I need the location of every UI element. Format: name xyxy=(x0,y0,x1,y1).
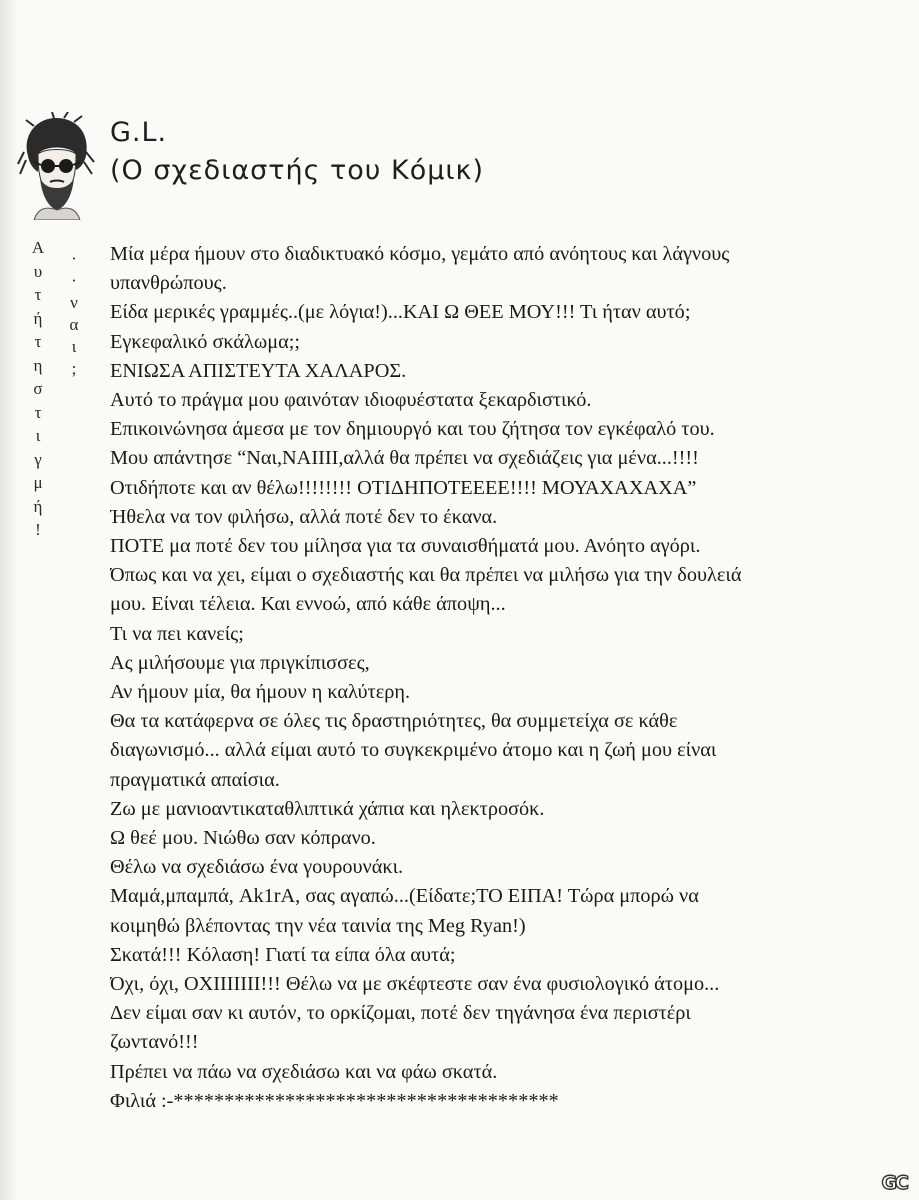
text-line: Σκατά!!! Κόλαση! Γιατί τα είπα όλα αυτά; xyxy=(110,943,456,966)
vertical-text-left xyxy=(28,236,48,542)
text-line: Θέλω να σχεδιάσω ένα γουρουνάκι. xyxy=(110,856,404,879)
text-line: Μαμά,μπαμπά, Ak1rA, σας αγαπώ...(Είδατε;ΤΟ ΕΙΠΑ! Τώρα μπορώ να xyxy=(110,885,699,908)
vertical-left-letter: Α xyxy=(31,238,45,257)
text-line: Τι να πει κανείς; xyxy=(110,622,244,645)
vertical-left-letter: ή xyxy=(33,496,43,516)
vertical-left-letter: υ xyxy=(33,261,43,281)
text-line: Οτιδήποτε και αν θέλω!!!!!!!! ΟΤΙΔΗΠΟΤΕΕΕΕ!!!! ΜΟΥΑΧΑΧΑΧΑ” xyxy=(110,476,697,499)
text-line: διαγωνισμό... αλλά είμαι αυτό το συγκεκριμένο άτομο και η ζωή μου είναι xyxy=(110,739,717,762)
vertical-right-letter: · xyxy=(71,249,77,268)
text-line: Αν ήμουν μία, θα ήμουν η καλύτερη. xyxy=(110,681,411,704)
text-line: Επικοινώνησα άμεσα με τον δημιουργό και του ζήτησα τον εγκέφαλό του. xyxy=(110,418,715,441)
text-line: Ω θεέ μου. Νιώθω σαν κόπρανο. xyxy=(110,827,376,850)
vertical-left-letter: τ xyxy=(34,402,42,422)
body-text xyxy=(110,240,900,1116)
text-line: Φιλιά :-************************************** xyxy=(110,1089,559,1112)
author-role: (Ο σχεδιαστής του Κόμικ) xyxy=(110,155,484,186)
vertical-right-letter: · xyxy=(71,271,77,290)
corner-logo: GC xyxy=(881,1172,907,1194)
text-line: κοιμηθώ βλέποντας την νέα ταινία της Meg Ryan!) xyxy=(110,914,526,937)
vertical-right-letter: ι xyxy=(71,337,77,356)
text-line: Όπως και να χει, είμαι ο σχεδιαστής και θα πρέπει να μιλήσω για την δουλειά xyxy=(110,564,742,587)
vertical-left-letter: σ xyxy=(33,379,43,398)
vertical-right-letter: α xyxy=(69,315,79,334)
vertical-left-letter: μ xyxy=(33,473,43,492)
vertical-left-letter: γ xyxy=(34,449,42,469)
text-line: Ζω με μανιοαντικαταθλιπτικά χάπια και ηλεκτροσόκ. xyxy=(110,797,545,820)
vertical-text-right xyxy=(64,248,84,380)
author-initials: G.L. xyxy=(110,117,168,148)
text-line: μου. Είναι τέλεια. Και εννοώ, από κάθε άποψη... xyxy=(110,593,506,616)
text-line: Είδα μερικές γραμμές..(με λόγια!)...ΚΑΙ Ω ΘΕΕ ΜΟΥ!!! Τι ήταν αυτό; xyxy=(110,301,691,324)
vertical-left-letter: τ xyxy=(34,332,42,351)
text-line: Δεν είμαι σαν κι αυτόν, το ορκίζομαι, ποτέ δεν τηγάνησα ένα περιστέρι xyxy=(110,1002,691,1025)
vertical-left-letter: ή xyxy=(33,308,43,328)
text-line: Μου απάντησε “Ναι,ΝΑΙΙΙΙ,αλλά θα πρέπει να σχεδιάζεις για μένα...!!!! xyxy=(110,447,699,470)
vertical-left-letter: ι xyxy=(35,426,41,445)
vertical-left-letter: ! xyxy=(35,520,41,539)
text-line: Αυτό το πράγμα μου φαινόταν ιδιοφυέστατα ξεκαρδιστικό. xyxy=(110,389,592,412)
text-line: Όχι, όχι, ΟΧΙΙΙΙΙΙΙ!!! Θέλω να με σκέφτεστε σαν ένα φυσιολογικό άτομο... xyxy=(110,973,720,996)
text-line: Ήθελα να τον φιλήσω, αλλά ποτέ δεν το έκανα. xyxy=(110,505,498,528)
text-line: Πρέπει να πάω να σχεδιάσω και να φάω σκατά. xyxy=(110,1060,498,1083)
text-line: Θα τα κατάφερνα σε όλες τις δραστηριότητες, θα συμμετείχα σε κάθε xyxy=(110,710,678,733)
vertical-right-letter: ν xyxy=(70,293,78,312)
avatar-portrait-icon xyxy=(14,112,100,220)
vertical-right-letter: ; xyxy=(71,359,77,378)
vertical-left-letter: η xyxy=(33,355,43,375)
text-line: ΠΟΤΕ μα ποτέ δεν του μίλησα για τα συναισθήματά μου. Ανόητο αγόρι. xyxy=(110,535,701,558)
vertical-left-letter: τ xyxy=(34,285,42,304)
text-line: Εγκεφαλικό σκάλωμα;; xyxy=(110,330,300,353)
author-heading xyxy=(110,114,484,190)
text-line: Μία μέρα ήμουν στο διαδικτυακό κόσμο, γεμάτο από ανόητους και λάγνους xyxy=(110,243,730,265)
text-line: πραγματικά απαίσια. xyxy=(110,768,280,791)
text-line: ζωντανό!!! xyxy=(110,1031,199,1054)
text-line: Ας μιλήσουμε για πριγκίπισσες, xyxy=(110,651,370,674)
text-line: υπανθρώπους. xyxy=(110,272,227,295)
text-line: ΕΝΙΩΣΑ ΑΠΙΣΤΕΥΤΑ ΧΑΛΑΡΟΣ. xyxy=(110,359,407,382)
